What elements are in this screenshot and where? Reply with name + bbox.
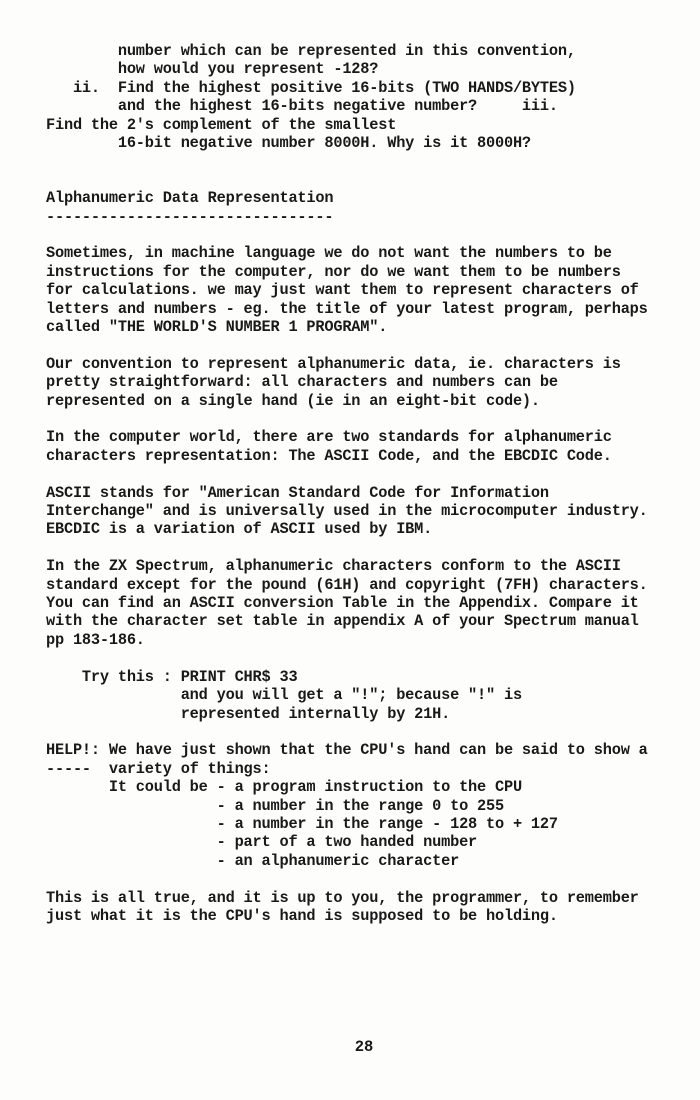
text-line: just what it is the CPU's hand is supposed to be holding. bbox=[46, 906, 558, 925]
text-line: ASCII stands for "American Standard Code for Information bbox=[46, 483, 549, 502]
text-line: and the highest 16-bits negative number? iii. bbox=[46, 97, 558, 116]
text-line: instructions for the computer, nor do we want them to be numbers bbox=[46, 262, 621, 281]
text-line: This is all true, and it is up to you, the programmer, to remember bbox=[46, 888, 639, 907]
list-item-line: - a number in the range 0 to 255 bbox=[46, 796, 504, 815]
text-line: ii. Find the highest positive 16-bits (TWO HANDS/BYTES) bbox=[46, 78, 576, 97]
blank-line bbox=[46, 723, 700, 741]
text-line: called "THE WORLD'S NUMBER 1 PROGRAM". bbox=[46, 318, 388, 337]
text-line: how would you represent -128? bbox=[46, 60, 379, 79]
list-item-line: - part of a two handed number bbox=[46, 833, 478, 852]
text-line: pretty straightforward: all characters and numbers can be bbox=[46, 373, 558, 392]
text-line: In the ZX Spectrum, alphanumeric characters conform to the ASCII bbox=[46, 557, 621, 576]
blank-line bbox=[46, 410, 700, 428]
list-item-line: - an alphanumeric character bbox=[46, 851, 460, 870]
blank-line bbox=[46, 649, 700, 667]
list-item-line: - a number in the range - 128 to + 127 bbox=[46, 814, 558, 833]
help-note-line: HELP!: We have just shown that the CPU's hand can be said to show a bbox=[46, 741, 648, 760]
blank-line bbox=[46, 870, 700, 888]
text-line: standard except for the pound (61H) and copyright (7FH) characters. bbox=[46, 575, 648, 594]
document-text-body bbox=[46, 42, 700, 925]
section-heading-line: Alphanumeric Data Representation bbox=[46, 189, 334, 208]
text-line: EBCDIC is a variation of ASCII used by IBM. bbox=[46, 520, 433, 539]
text-line: You can find an ASCII conversion Table in the Appendix. Compare it bbox=[46, 594, 639, 613]
text-line: characters representation: The ASCII Code, and the EBCDIC Code. bbox=[46, 446, 612, 465]
blank-line bbox=[46, 465, 700, 483]
text-line: pp 183-186. bbox=[46, 630, 145, 649]
text-line: represented on a single hand (ie in an eight-bit code). bbox=[46, 391, 540, 410]
text-line: for calculations. we may just want them to represent characters of bbox=[46, 281, 639, 300]
text-line: Sometimes, in machine language we do not want the numbers to be bbox=[46, 244, 612, 263]
heading-underline-line: -------------------------------- bbox=[46, 207, 334, 226]
text-line: 16-bit negative number 8000H. Why is it 8000H? bbox=[46, 134, 531, 153]
text-line: Find the 2's complement of the smallest bbox=[46, 115, 397, 134]
text-line: In the computer world, there are two standards for alphanumeric bbox=[46, 428, 612, 447]
try-this-line: Try this : PRINT CHR$ 33 bbox=[46, 667, 298, 686]
page-number: 28 bbox=[354, 1038, 374, 1056]
blank-line bbox=[46, 336, 700, 354]
list-item-line: It could be - a program instruction to the CPU bbox=[46, 778, 522, 797]
text-line: and you will get a "!"; because "!" is bbox=[46, 686, 522, 705]
blank-line bbox=[46, 539, 700, 557]
blank-line bbox=[46, 171, 700, 189]
text-line: letters and numbers - eg. the title of your latest program, perhaps bbox=[46, 299, 648, 318]
text-line: Our convention to represent alphanumeric data, ie. characters is bbox=[46, 354, 621, 373]
blank-line bbox=[46, 226, 700, 244]
help-note-line: ----- variety of things: bbox=[46, 759, 271, 778]
text-line: Interchange" and is universally used in the microcomputer industry. bbox=[46, 502, 648, 521]
text-line: number which can be represented in this convention, bbox=[46, 42, 576, 60]
text-line: represented internally by 21H. bbox=[46, 704, 451, 723]
text-line: with the character set table in appendix A of your Spectrum manual bbox=[46, 612, 639, 631]
blank-line bbox=[46, 152, 700, 170]
